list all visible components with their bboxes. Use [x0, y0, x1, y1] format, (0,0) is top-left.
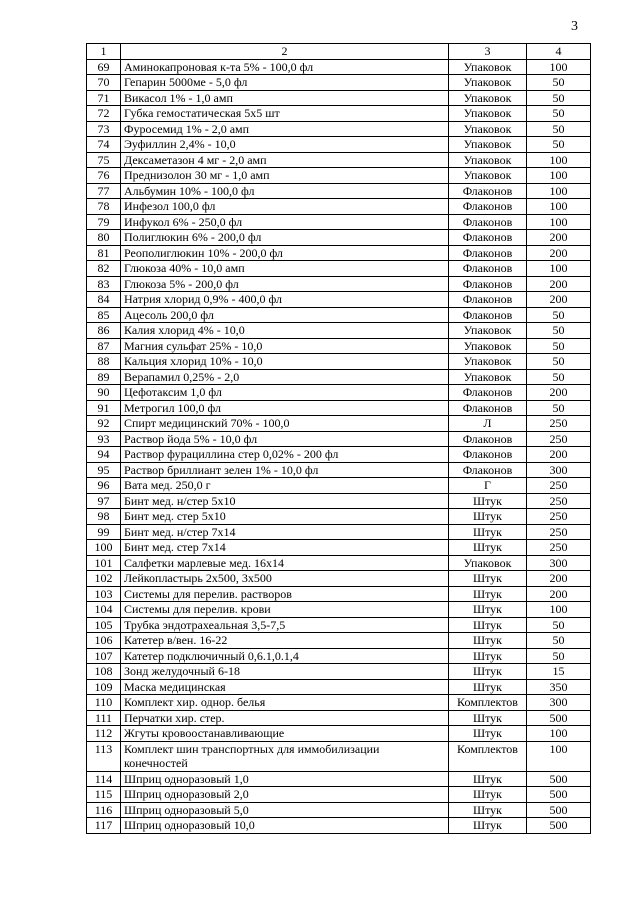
quantity: 100 — [527, 214, 591, 230]
table-row — [87, 152, 591, 168]
unit: Упаковок — [449, 168, 527, 184]
unit: Г — [449, 478, 527, 494]
quantity: 200 — [527, 586, 591, 602]
item-name: Жгуты кровоостанавливающие — [121, 726, 449, 742]
quantity: 200 — [527, 571, 591, 587]
table-row — [87, 431, 591, 447]
item-name: Маска медицинская — [121, 679, 449, 695]
page-number: 3 — [571, 19, 578, 34]
table-row — [87, 307, 591, 323]
row-number: 117 — [87, 818, 121, 834]
item-name: Бинт мед. н/стер 5х10 — [121, 493, 449, 509]
header-col-4: 4 — [527, 44, 591, 60]
quantity: 200 — [527, 276, 591, 292]
item-name: Глюкоза 40% - 10,0 амп — [121, 261, 449, 277]
row-number: 73 — [87, 121, 121, 137]
unit: Флаконов — [449, 230, 527, 246]
item-name: Шприц одноразовый 2,0 — [121, 787, 449, 803]
item-name: Раствор бриллиант зелен 1% - 10,0 фл — [121, 462, 449, 478]
item-name: Метрогил 100,0 фл — [121, 400, 449, 416]
row-number: 113 — [87, 741, 121, 771]
unit: Флаконов — [449, 462, 527, 478]
table-row — [87, 354, 591, 370]
item-name: Преднизолон 30 мг - 1,0 амп — [121, 168, 449, 184]
row-number: 95 — [87, 462, 121, 478]
quantity: 300 — [527, 555, 591, 571]
quantity: 100 — [527, 602, 591, 618]
item-name: Системы для перелив. растворов — [121, 586, 449, 602]
row-number: 110 — [87, 695, 121, 711]
table-row — [87, 818, 591, 834]
row-number: 116 — [87, 802, 121, 818]
row-number: 70 — [87, 75, 121, 91]
row-number: 83 — [87, 276, 121, 292]
row-number: 85 — [87, 307, 121, 323]
row-number: 71 — [87, 90, 121, 106]
unit: Упаковок — [449, 121, 527, 137]
table-row — [87, 183, 591, 199]
item-name: Эуфиллин 2,4% - 10,0 — [121, 137, 449, 153]
row-number: 114 — [87, 771, 121, 787]
row-number: 111 — [87, 710, 121, 726]
table-row — [87, 121, 591, 137]
unit: Упаковок — [449, 90, 527, 106]
row-number: 84 — [87, 292, 121, 308]
quantity: 50 — [527, 338, 591, 354]
row-number: 101 — [87, 555, 121, 571]
item-name: Катетер в/вен. 16-22 — [121, 633, 449, 649]
quantity: 250 — [527, 493, 591, 509]
quantity: 100 — [527, 741, 591, 771]
unit: Штук — [449, 664, 527, 680]
unit: Штук — [449, 617, 527, 633]
item-name: Губка гемостатическая 5х5 шт — [121, 106, 449, 122]
unit: Штук — [449, 540, 527, 556]
unit: Флаконов — [449, 199, 527, 215]
row-number: 98 — [87, 509, 121, 525]
table-row — [87, 462, 591, 478]
item-name: Натрия хлорид 0,9% - 400,0 фл — [121, 292, 449, 308]
quantity: 50 — [527, 323, 591, 339]
row-number: 86 — [87, 323, 121, 339]
quantity: 100 — [527, 199, 591, 215]
unit: Флаконов — [449, 400, 527, 416]
item-name: Инфезол 100,0 фл — [121, 199, 449, 215]
item-name: Аминокапроновая к-та 5% - 100,0 фл — [121, 59, 449, 75]
unit: Упаковок — [449, 369, 527, 385]
table-row — [87, 261, 591, 277]
table-row — [87, 323, 591, 339]
row-number: 96 — [87, 478, 121, 494]
quantity: 250 — [527, 478, 591, 494]
row-number: 103 — [87, 586, 121, 602]
unit: Флаконов — [449, 431, 527, 447]
quantity: 500 — [527, 771, 591, 787]
quantity: 50 — [527, 106, 591, 122]
table-row — [87, 787, 591, 803]
table-row — [87, 726, 591, 742]
table-row — [87, 509, 591, 525]
unit: Л — [449, 416, 527, 432]
unit: Упаковок — [449, 152, 527, 168]
row-number: 77 — [87, 183, 121, 199]
quantity: 50 — [527, 400, 591, 416]
item-name: Зонд желудочный 6-18 — [121, 664, 449, 680]
header-col-2: 2 — [121, 44, 449, 60]
table-row — [87, 75, 591, 91]
unit: Флаконов — [449, 292, 527, 308]
row-number: 78 — [87, 199, 121, 215]
row-number: 74 — [87, 137, 121, 153]
unit: Штук — [449, 802, 527, 818]
quantity: 500 — [527, 787, 591, 803]
table-row — [87, 416, 591, 432]
item-name: Калия хлорид 4% - 10,0 — [121, 323, 449, 339]
unit: Комплектов — [449, 695, 527, 711]
table-row — [87, 230, 591, 246]
item-name: Комплект хир. однор. белья — [121, 695, 449, 711]
item-name: Верапамил 0,25% - 2,0 — [121, 369, 449, 385]
row-number: 115 — [87, 787, 121, 803]
table-row — [87, 276, 591, 292]
item-name: Спирт медицинский 70% - 100,0 — [121, 416, 449, 432]
quantity: 50 — [527, 617, 591, 633]
table-row — [87, 771, 591, 787]
quantity: 250 — [527, 524, 591, 540]
unit: Штук — [449, 571, 527, 587]
item-name: Фуросемид 1% - 2,0 амп — [121, 121, 449, 137]
quantity: 300 — [527, 695, 591, 711]
row-number: 100 — [87, 540, 121, 556]
unit: Штук — [449, 710, 527, 726]
table-body — [87, 59, 591, 833]
unit: Упаковок — [449, 338, 527, 354]
unit: Флаконов — [449, 307, 527, 323]
table-row — [87, 292, 591, 308]
unit: Штук — [449, 524, 527, 540]
unit: Штук — [449, 602, 527, 618]
table-row — [87, 385, 591, 401]
unit: Штук — [449, 509, 527, 525]
table-row — [87, 602, 591, 618]
row-number: 87 — [87, 338, 121, 354]
item-name: Шприц одноразовый 5,0 — [121, 802, 449, 818]
unit: Упаковок — [449, 75, 527, 91]
table-row — [87, 106, 591, 122]
quantity: 50 — [527, 354, 591, 370]
quantity: 200 — [527, 292, 591, 308]
quantity: 500 — [527, 818, 591, 834]
unit: Флаконов — [449, 385, 527, 401]
item-name: Системы для перелив. крови — [121, 602, 449, 618]
unit: Упаковок — [449, 323, 527, 339]
unit: Штук — [449, 787, 527, 803]
table-row — [87, 633, 591, 649]
table-row — [87, 664, 591, 680]
quantity: 200 — [527, 245, 591, 261]
item-name: Дексаметазон 4 мг - 2,0 амп — [121, 152, 449, 168]
quantity: 50 — [527, 307, 591, 323]
quantity: 350 — [527, 679, 591, 695]
item-name: Лейкопластырь 2х500, 3х500 — [121, 571, 449, 587]
item-name: Глюкоза 5% - 200,0 фл — [121, 276, 449, 292]
item-name: Катетер подключичный 0,6.1,0.1,4 — [121, 648, 449, 664]
row-number: 89 — [87, 369, 121, 385]
unit: Флаконов — [449, 447, 527, 463]
unit: Упаковок — [449, 354, 527, 370]
item-name: Вата мед. 250,0 г — [121, 478, 449, 494]
item-name: Комплект шин транспортных для иммобилизации конечностей — [121, 741, 449, 771]
item-name: Гепарин 5000ме - 5,0 фл — [121, 75, 449, 91]
table-row — [87, 648, 591, 664]
quantity: 100 — [527, 726, 591, 742]
quantity: 200 — [527, 385, 591, 401]
quantity: 200 — [527, 447, 591, 463]
row-number: 79 — [87, 214, 121, 230]
table-row — [87, 199, 591, 215]
table-row — [87, 59, 591, 75]
item-name: Перчатки хир. стер. — [121, 710, 449, 726]
row-number: 76 — [87, 168, 121, 184]
unit: Штук — [449, 493, 527, 509]
item-name: Альбумин 10% - 100,0 фл — [121, 183, 449, 199]
table-row — [87, 617, 591, 633]
row-number: 104 — [87, 602, 121, 618]
table-row — [87, 555, 591, 571]
table-row — [87, 90, 591, 106]
quantity: 100 — [527, 261, 591, 277]
row-number: 99 — [87, 524, 121, 540]
item-name: Шприц одноразовый 10,0 — [121, 818, 449, 834]
row-number: 90 — [87, 385, 121, 401]
item-name: Викасол 1% - 1,0 амп — [121, 90, 449, 106]
row-number: 92 — [87, 416, 121, 432]
row-number: 93 — [87, 431, 121, 447]
table-row — [87, 478, 591, 494]
table-row — [87, 710, 591, 726]
table-row — [87, 400, 591, 416]
table-row — [87, 214, 591, 230]
quantity: 300 — [527, 462, 591, 478]
table-row — [87, 540, 591, 556]
row-number: 91 — [87, 400, 121, 416]
quantity: 50 — [527, 75, 591, 91]
row-number: 82 — [87, 261, 121, 277]
row-number: 107 — [87, 648, 121, 664]
table-row — [87, 741, 591, 771]
unit: Упаковок — [449, 59, 527, 75]
quantity: 500 — [527, 710, 591, 726]
table-row — [87, 168, 591, 184]
item-name: Бинт мед. стер 7х14 — [121, 540, 449, 556]
header-col-3: 3 — [449, 44, 527, 60]
supplies-table — [86, 43, 591, 834]
unit: Штук — [449, 818, 527, 834]
quantity: 50 — [527, 369, 591, 385]
quantity: 250 — [527, 509, 591, 525]
quantity: 500 — [527, 802, 591, 818]
quantity: 100 — [527, 59, 591, 75]
quantity: 15 — [527, 664, 591, 680]
item-name: Ацесоль 200,0 фл — [121, 307, 449, 323]
unit: Штук — [449, 771, 527, 787]
unit: Штук — [449, 648, 527, 664]
row-number: 108 — [87, 664, 121, 680]
header-row — [87, 44, 591, 60]
quantity: 100 — [527, 183, 591, 199]
table-row — [87, 695, 591, 711]
table-row — [87, 245, 591, 261]
row-number: 112 — [87, 726, 121, 742]
unit: Флаконов — [449, 214, 527, 230]
row-number: 80 — [87, 230, 121, 246]
table-row — [87, 586, 591, 602]
unit: Штук — [449, 633, 527, 649]
row-number: 106 — [87, 633, 121, 649]
unit: Флаконов — [449, 276, 527, 292]
row-number: 105 — [87, 617, 121, 633]
quantity: 50 — [527, 648, 591, 664]
item-name: Бинт мед. н/стер 7х14 — [121, 524, 449, 540]
unit: Упаковок — [449, 106, 527, 122]
table-row — [87, 137, 591, 153]
table-row — [87, 338, 591, 354]
unit: Флаконов — [449, 183, 527, 199]
unit: Штук — [449, 726, 527, 742]
quantity: 50 — [527, 121, 591, 137]
unit: Штук — [449, 586, 527, 602]
item-name: Инфукол 6% - 250,0 фл — [121, 214, 449, 230]
row-number: 81 — [87, 245, 121, 261]
item-name: Магния сульфат 25% - 10,0 — [121, 338, 449, 354]
row-number: 109 — [87, 679, 121, 695]
row-number: 69 — [87, 59, 121, 75]
table-row — [87, 679, 591, 695]
unit: Флаконов — [449, 245, 527, 261]
unit: Штук — [449, 679, 527, 695]
table-row — [87, 369, 591, 385]
row-number: 102 — [87, 571, 121, 587]
item-name: Кальция хлорид 10% - 10,0 — [121, 354, 449, 370]
quantity: 50 — [527, 90, 591, 106]
header-col-1: 1 — [87, 44, 121, 60]
quantity: 250 — [527, 540, 591, 556]
unit: Упаковок — [449, 137, 527, 153]
item-name: Полиглюкин 6% - 200,0 фл — [121, 230, 449, 246]
row-number: 97 — [87, 493, 121, 509]
quantity: 50 — [527, 137, 591, 153]
table-row — [87, 802, 591, 818]
item-name: Раствор йода 5% - 10,0 фл — [121, 431, 449, 447]
item-name: Раствор фурациллина стер 0,02% - 200 фл — [121, 447, 449, 463]
quantity: 250 — [527, 416, 591, 432]
quantity: 100 — [527, 152, 591, 168]
row-number: 88 — [87, 354, 121, 370]
item-name: Реополиглюкин 10% - 200,0 фл — [121, 245, 449, 261]
item-name: Бинт мед. стер 5х10 — [121, 509, 449, 525]
table-row — [87, 571, 591, 587]
quantity: 50 — [527, 633, 591, 649]
quantity: 100 — [527, 168, 591, 184]
item-name: Салфетки марлевые мед. 16х14 — [121, 555, 449, 571]
row-number: 94 — [87, 447, 121, 463]
unit: Флаконов — [449, 261, 527, 277]
row-number: 75 — [87, 152, 121, 168]
item-name: Шприц одноразовый 1,0 — [121, 771, 449, 787]
quantity: 200 — [527, 230, 591, 246]
unit: Комплектов — [449, 741, 527, 771]
row-number: 72 — [87, 106, 121, 122]
unit: Упаковок — [449, 555, 527, 571]
quantity: 250 — [527, 431, 591, 447]
table-row — [87, 524, 591, 540]
item-name: Трубка эндотрахеальная 3,5-7,5 — [121, 617, 449, 633]
table-row — [87, 447, 591, 463]
item-name: Цефотаксим 1,0 фл — [121, 385, 449, 401]
table-row — [87, 493, 591, 509]
